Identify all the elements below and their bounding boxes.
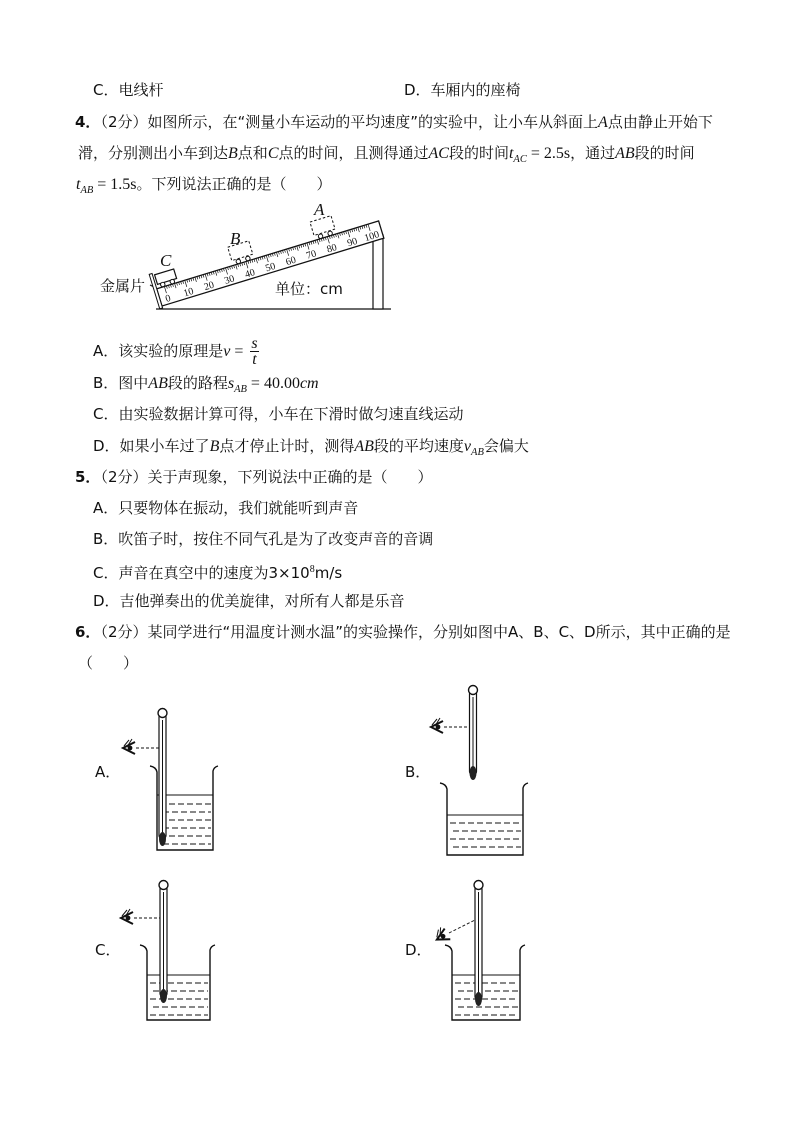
eye-icon	[431, 718, 443, 733]
eye-icon	[123, 739, 135, 754]
q4-option-d-text: 段的平均速度	[373, 437, 464, 455]
q4-option-a	[93, 335, 262, 368]
ruler-number: 0	[164, 292, 173, 305]
ruler-number: 80	[325, 242, 339, 256]
ruler-number: 20	[202, 279, 216, 294]
q5-option-d: D．吉他弹奏出的优美旋律，对所有人都是乐音	[93, 592, 405, 610]
ruler-number: 40	[243, 267, 257, 281]
q4-option-d	[93, 436, 529, 456]
eye-icon	[121, 909, 133, 924]
q4-option-a-velocity: v	[223, 343, 231, 360]
q6-figure-b	[425, 680, 535, 865]
water	[452, 975, 520, 1015]
q4-time-ac-subscript: AC	[513, 154, 527, 165]
q4-segment-ab: AB	[615, 145, 635, 162]
thermometer	[159, 881, 168, 1004]
q6-figure-a-label: A．	[95, 763, 121, 781]
q4-stem-text: 。下列说法正确的是（ ）	[136, 175, 332, 193]
q4-time-ac-symbol: t	[508, 145, 514, 162]
ramp-support	[373, 235, 383, 309]
ruler-number: 60	[284, 254, 298, 269]
fraction-denominator: t	[252, 351, 257, 368]
ruler-number: 90	[345, 235, 359, 250]
q4-option-b	[93, 373, 319, 393]
q5-option-c-text: C．声音在真空中的速度为3×10	[93, 564, 310, 582]
q4-ramp-figure	[95, 195, 395, 315]
q4-time-ab-value: = 1.5s	[93, 176, 137, 193]
q4-option-d-segment: AB	[354, 438, 374, 455]
ruler-number: 50	[264, 260, 277, 275]
q5-option-c-exponent: 8	[309, 564, 315, 575]
q5-option-c-unit: m/s	[314, 564, 343, 582]
ruler-number: 30	[223, 273, 236, 287]
q5-option-c	[93, 560, 342, 580]
q4-stem-line-2	[78, 143, 695, 163]
q4-time-ab-subscript: AB	[80, 185, 94, 196]
q4-option-d-text: D．如果小车过了	[93, 437, 210, 455]
q6-stem-line-2: （ ）	[78, 654, 139, 672]
q4-stem-line-3	[76, 174, 332, 194]
q4-segment-ac: AC	[428, 145, 449, 162]
thermometer	[158, 709, 167, 847]
car-a-label: A	[314, 200, 325, 219]
beaker	[440, 783, 528, 855]
beaker	[140, 945, 215, 1020]
q4-option-b-value: = 40.00	[246, 375, 300, 392]
q4-stem-text: 如图所示，在“测量小车运动的平均速度”的实验中，让小车从斜面上	[147, 113, 599, 131]
q6-stem-text: （2分）某同学进行“用温度计测水温”的实验操作，分别如图中A、B、C、D所示，其中正确的是	[100, 623, 731, 641]
q4-point-b: B	[228, 145, 238, 162]
eye-icon	[433, 926, 451, 945]
q4-number: 4．	[75, 113, 101, 131]
q4-stem-text: 点和	[237, 144, 268, 162]
q4-option-b-subscript: AB	[234, 384, 247, 395]
metal-sheet-label: 金属片	[100, 277, 146, 295]
q4-score: （2分）	[100, 113, 148, 131]
q4-option-a-text: A．该实验的原理是	[93, 342, 224, 360]
q4-stem-text: 滑，分别测出小车到达	[78, 144, 229, 162]
unit-label: 单位：cm	[275, 280, 343, 298]
thermometer	[474, 881, 483, 1007]
q4-option-d-symbol: v	[463, 438, 472, 455]
q4-option-c: C．由实验数据计算可得，小车在下滑时做匀速直线运动	[93, 405, 464, 423]
ruler-number: 10	[182, 285, 196, 300]
sight-line	[449, 920, 475, 933]
q4-stem-text: 段的时间	[448, 144, 509, 162]
q5-number: 5．	[75, 468, 101, 486]
q5-stem-text: （2分）关于声现象，下列说法中正确的是（ ）	[100, 468, 433, 486]
q6-figure-c-label: C．	[95, 941, 121, 959]
q4-option-b-text: B．图中	[93, 374, 149, 392]
q6-number: 6．	[75, 623, 101, 641]
water	[147, 975, 210, 1015]
q4-option-a-equals: =	[230, 343, 248, 360]
q4-time-ac-value: = 2.5s	[526, 145, 571, 162]
q4-option-b-segment: AB	[148, 375, 168, 392]
car-b-label: B	[230, 229, 241, 248]
q4-option-d-text: 会偏大	[483, 437, 529, 455]
q4-time-ab-symbol: t	[76, 176, 81, 193]
q4-point-a: A	[598, 114, 608, 131]
q6-stem-line-1	[75, 622, 731, 642]
thermometer	[469, 686, 478, 781]
q4-option-b-text: 段的路程	[167, 374, 228, 392]
q6-figure-b-label: B．	[405, 763, 431, 781]
q4-stem-text: 点由静止开始下	[607, 113, 713, 131]
q6-figure-d-label: D．	[405, 941, 432, 959]
q4-option-d-text: 点才停止计时，测得	[219, 437, 355, 455]
car-c-label: C	[160, 251, 172, 270]
q4-option-a-fraction	[249, 336, 259, 367]
water	[447, 815, 523, 847]
fraction-numerator: s	[251, 335, 258, 352]
q4-option-b-unit: cm	[299, 375, 319, 392]
q4-stem-text: 段的时间	[634, 144, 695, 162]
q4-point-c: C	[267, 145, 279, 162]
ruler-number: 100	[363, 229, 381, 245]
q3-option-c: C．电线杆	[93, 81, 164, 99]
q5-option-b: B．吹笛子时，按住不同气孔是为了改变声音的音调	[93, 530, 434, 548]
ruler-number: 70	[305, 248, 318, 262]
q6-figure-a	[115, 685, 225, 860]
beaker	[445, 945, 525, 1020]
q4-stem-text: 点的时间，且测得通过	[278, 144, 429, 162]
q5-stem	[75, 467, 432, 487]
q4-option-b-symbol: s	[227, 375, 235, 392]
q6-figure-d	[428, 875, 528, 1030]
ramp	[148, 203, 384, 309]
q5-option-a: A．只要物体在振动，我们就能听到声音	[93, 499, 359, 517]
q6-figure-c	[115, 875, 220, 1030]
q4-stem-line-1	[75, 112, 713, 132]
q4-stem-text: ，通过	[570, 144, 616, 162]
q3-option-d: D．车厢内的座椅	[404, 81, 521, 99]
q4-option-d-subscript: AB	[471, 447, 484, 458]
q4-option-d-point: B	[209, 438, 220, 455]
